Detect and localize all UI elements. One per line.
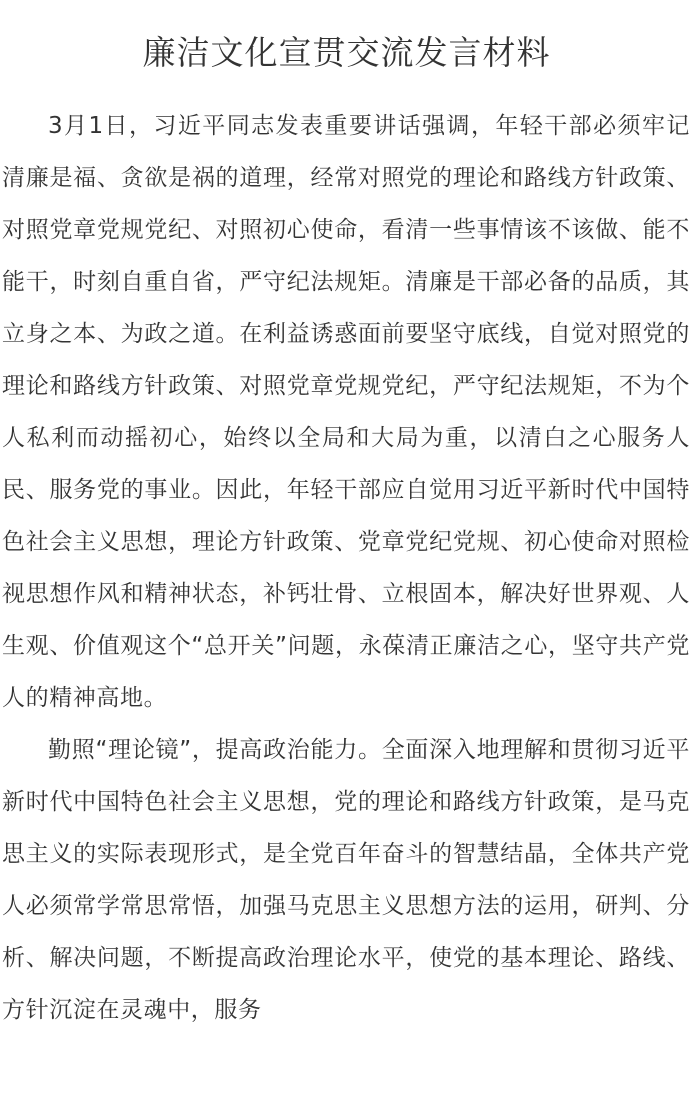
document-title: 廉洁文化宣贯交流发言材料 <box>142 33 551 72</box>
body-paragraph-1: 3月1日，习近平同志发表重要讲话强调，年轻干部必须牢记清廉是福、贪欲是祸的道理，经常对照党的理论和路线方针政策、对照党章党规党纪、对照初心使命，看清一些事情该不该做、能不能干，时刻自重自省，严守纪法规矩。清廉是干部必备的品质，其立身之本、为政之道。在利益诱惑面前要坚守底线，自觉对照党的理论和路线方针政策、对照党章党规党纪，严守纪法规矩，不为个人私利而动摇初心，始终以全局和大局为重，以清白之心服务人民、服务党的事业。因此，年轻干部应自觉用习近平新时代中国特色社会主义思想，理论方针政策、党章党纪党规、初心使命对照检视思想作风和精神状态，补钙壮骨、立根固本，解决好世界观、人生观、价值观这个“总开关”问题，永葆清正廉洁之心，坚守共产党人的精神高地。 <box>2 113 690 711</box>
body-paragraph-2: 勤照“理论镜”，提高政治能力。全面深入地理解和贯彻习近平新时代中国特色社会主义思想，党的理论和路线方针政策，是马克思主义的实际表现形式，是全党百年奋斗的智慧结晶，全体共产党人必须常学常思常悟，加强马克思主义思想方法的运用，研判、分析、解决问题，不断提高政治理论水平，使党的基本理论、路线、方针沉淀在灵魂中，服务 <box>2 737 690 1023</box>
document-body <box>0 100 693 1036</box>
